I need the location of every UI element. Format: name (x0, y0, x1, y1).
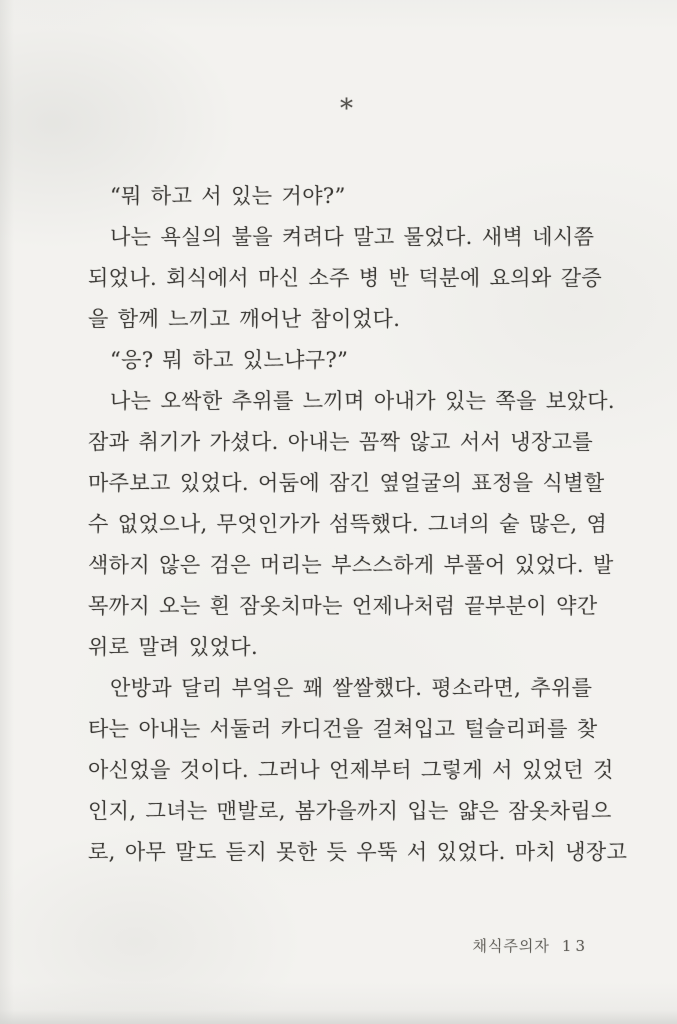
page-footer (472, 936, 589, 956)
text-line: 을 함께 느끼고 깨어난 참이었다. (88, 307, 401, 331)
body-text (88, 176, 628, 873)
text-line: 마주보고 있었다. 어둠에 잠긴 옆얼굴의 표정을 식별할 (88, 471, 605, 495)
text-line: 되었나. 회식에서 마신 소주 병 반 덕분에 요의와 갈증 (88, 266, 603, 290)
text-line: 나는 욕실의 불을 켜려다 말고 물었다. 새벽 네시쯤 (110, 225, 595, 249)
text-line: 인지, 그녀는 맨발로, 봄가을까지 입는 얇은 잠옷차림으 (88, 799, 612, 823)
text-line: 색하지 않은 검은 머리는 부스스하게 부풀어 있었다. 발 (88, 553, 614, 577)
text-line: 나는 오싹한 추위를 느끼며 아내가 있는 쪽을 보았다. (110, 389, 616, 413)
text-line: 목까지 오는 흰 잠옷치마는 언제나처럼 끝부분이 약간 (88, 594, 598, 618)
text-line: 로, 아무 말도 듣지 못한 듯 우뚝 서 있었다. 마치 냉장고 (88, 840, 628, 864)
text-line: 잠과 취기가 가셨다. 아내는 꼼짝 않고 서서 냉장고를 (88, 430, 594, 454)
text-line: 타는 아내는 서둘러 카디건을 걸쳐입고 털슬리퍼를 찾 (88, 717, 598, 741)
text-line: 안방과 달리 부엌은 꽤 쌀쌀했다. 평소라면, 추위를 (110, 676, 593, 700)
text-line: “응? 뭐 하고 있느냐구?” (110, 348, 349, 372)
section-divider-asterisk: * (340, 94, 353, 124)
footer-page-number: 13 (561, 937, 589, 955)
text-line: 위로 말려 있었다. (88, 635, 259, 659)
text-line: “뭐 하고 서 있는 거야?” (110, 184, 346, 208)
text-line: 아신었을 것이다. 그러나 언제부터 그렇게 서 있었던 것 (88, 758, 614, 782)
text-line: 수 없었으나, 무엇인가가 섬뜩했다. 그녀의 숱 많은, 염 (88, 512, 608, 536)
footer-book-title: 채식주의자 (472, 937, 550, 955)
